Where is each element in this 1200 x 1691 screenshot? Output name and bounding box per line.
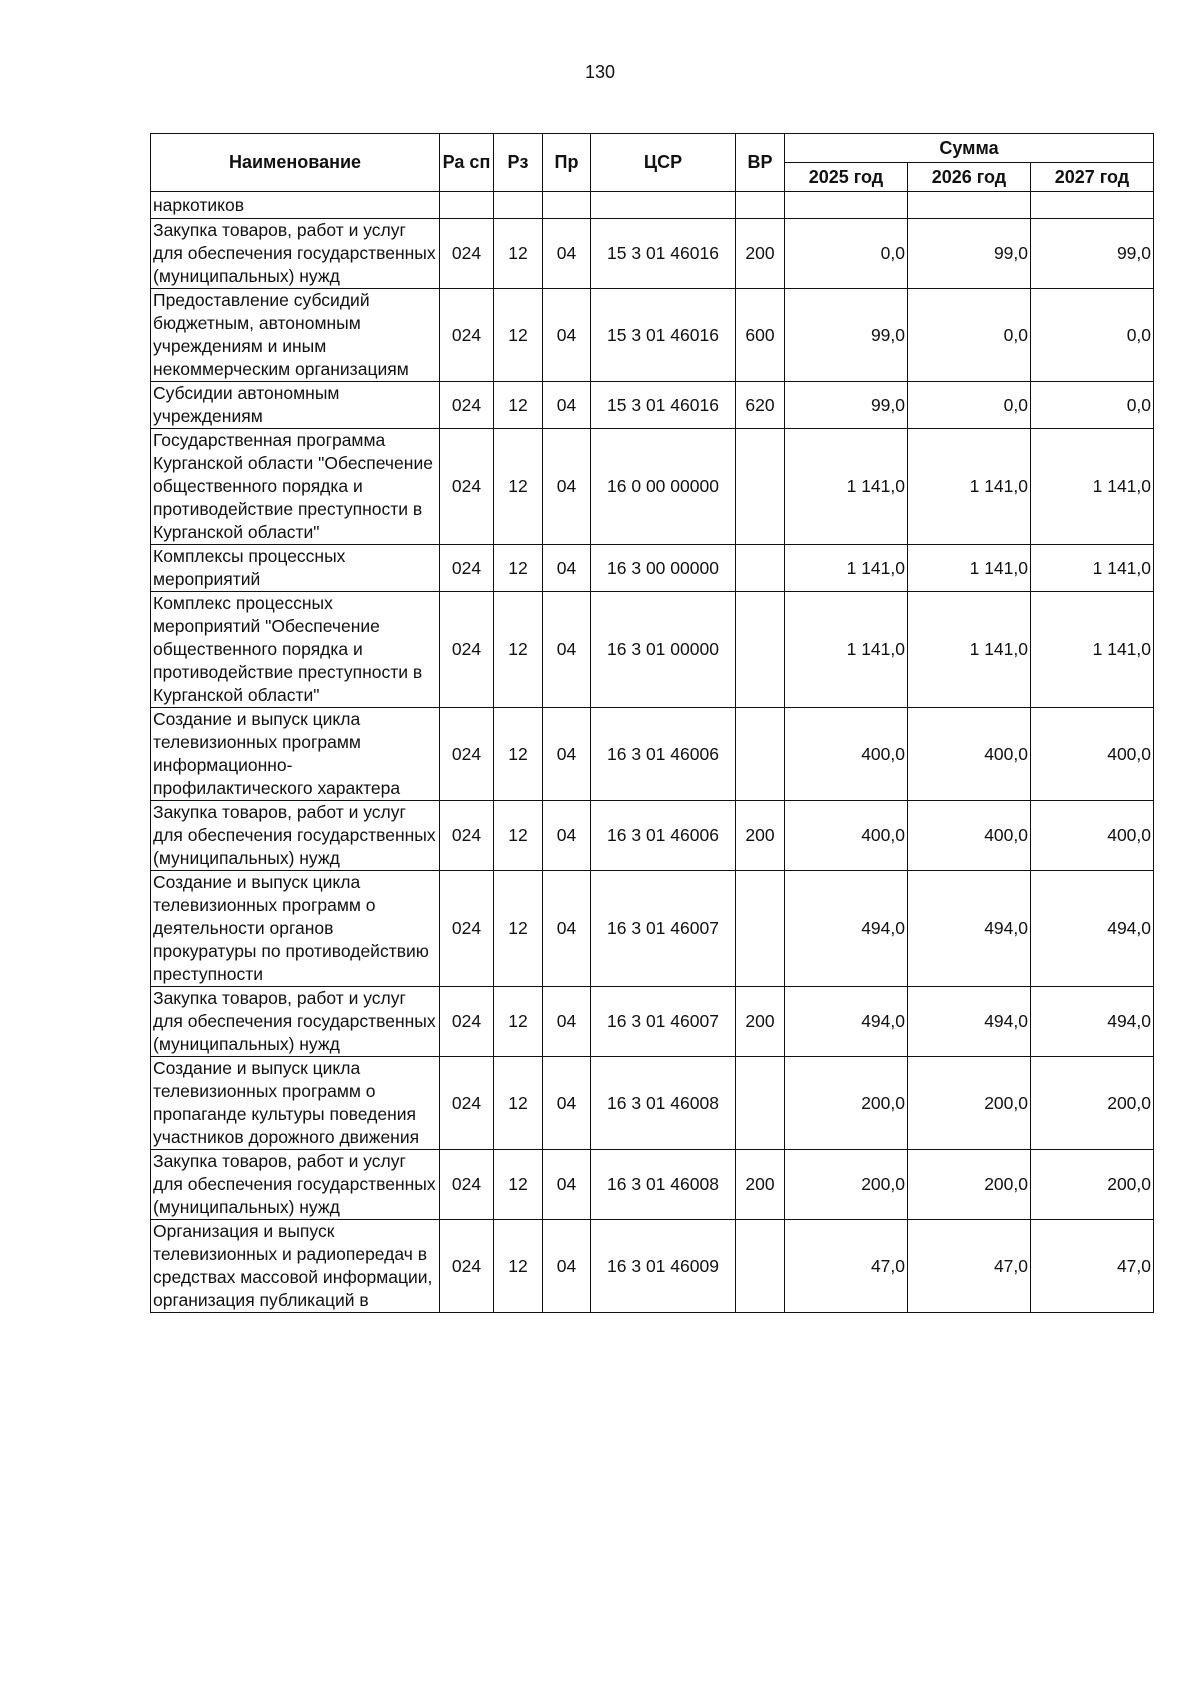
cell-rz: 12: [494, 289, 543, 382]
cell-2027: 0,0: [1031, 289, 1154, 382]
cell-rz: 12: [494, 1220, 543, 1313]
cell-2026: 200,0: [908, 1057, 1031, 1150]
cell-csr: 16 3 00 00000: [591, 545, 736, 592]
cell-2027: 1 141,0: [1031, 429, 1154, 545]
cell-pr: [543, 192, 591, 219]
cell-2026: 400,0: [908, 708, 1031, 801]
cell-pr: 04: [543, 1220, 591, 1313]
table-row: [151, 871, 1154, 987]
cell-rasp: 024: [440, 1220, 494, 1313]
cell-rz: 12: [494, 801, 543, 871]
budget-table: [150, 133, 1154, 1313]
cell-vr: 620: [736, 382, 785, 429]
cell-pr: 04: [543, 987, 591, 1057]
cell-vr: [736, 545, 785, 592]
cell-rz: 12: [494, 987, 543, 1057]
cell-name: Закупка товаров, работ и услуг для обеспечения государственных (муниципальных) нужд: [151, 801, 440, 871]
cell-2025: 200,0: [785, 1150, 908, 1220]
table-row: [151, 801, 1154, 871]
table-row: [151, 429, 1154, 545]
header-pr: Пр: [543, 134, 591, 192]
table-body: [151, 192, 1154, 1313]
cell-vr: [736, 708, 785, 801]
cell-2026: 0,0: [908, 289, 1031, 382]
page-number: 130: [584, 62, 616, 82]
cell-csr: 16 3 01 46006: [591, 708, 736, 801]
cell-pr: 04: [543, 871, 591, 987]
cell-vr: 200: [736, 1150, 785, 1220]
cell-vr: [736, 429, 785, 545]
cell-pr: 04: [543, 219, 591, 289]
cell-rasp: [440, 192, 494, 219]
cell-rasp: 024: [440, 871, 494, 987]
cell-vr: 200: [736, 219, 785, 289]
cell-2026: 47,0: [908, 1220, 1031, 1313]
cell-2027: 400,0: [1031, 708, 1154, 801]
cell-rasp: 024: [440, 429, 494, 545]
cell-rz: 12: [494, 219, 543, 289]
cell-vr: [736, 871, 785, 987]
table-row: [151, 219, 1154, 289]
cell-2025: 1 141,0: [785, 545, 908, 592]
cell-vr: 600: [736, 289, 785, 382]
cell-pr: 04: [543, 1057, 591, 1150]
cell-csr: 16 3 01 46007: [591, 871, 736, 987]
table-row: [151, 192, 1154, 219]
header-rasp: Ра сп: [440, 134, 494, 192]
cell-2025: 494,0: [785, 871, 908, 987]
cell-2025: 494,0: [785, 987, 908, 1057]
cell-csr: 15 3 01 46016: [591, 382, 736, 429]
cell-csr: 16 3 01 46008: [591, 1057, 736, 1150]
cell-2027: 99,0: [1031, 219, 1154, 289]
cell-2027: 494,0: [1031, 987, 1154, 1057]
cell-2025: 400,0: [785, 801, 908, 871]
table-header: [151, 134, 1154, 192]
cell-csr: 16 3 01 46009: [591, 1220, 736, 1313]
cell-csr: 15 3 01 46016: [591, 289, 736, 382]
cell-rz: [494, 192, 543, 219]
table-row: [151, 545, 1154, 592]
cell-pr: 04: [543, 592, 591, 708]
cell-2027: 494,0: [1031, 871, 1154, 987]
cell-2025: 0,0: [785, 219, 908, 289]
cell-rasp: 024: [440, 382, 494, 429]
cell-name: Государственная программа Курганской области "Обеспечение общественного порядка и противодействие преступности в Курганской области": [151, 429, 440, 545]
table-row: [151, 708, 1154, 801]
cell-rz: 12: [494, 871, 543, 987]
cell-csr: 16 3 01 46006: [591, 801, 736, 871]
cell-name: Создание и выпуск цикла телевизионных программ о деятельности органов прокуратуры по противодействию преступности: [151, 871, 440, 987]
header-2025: 2025 год: [785, 163, 908, 192]
cell-2027: 200,0: [1031, 1057, 1154, 1150]
cell-2027: 1 141,0: [1031, 545, 1154, 592]
cell-rasp: 024: [440, 289, 494, 382]
cell-rz: 12: [494, 545, 543, 592]
cell-csr: 16 3 01 46008: [591, 1150, 736, 1220]
cell-2026: 1 141,0: [908, 592, 1031, 708]
cell-2027: 0,0: [1031, 382, 1154, 429]
cell-name: Предоставление субсидий бюджетным, автономным учреждениям и иным некоммерческим организациям: [151, 289, 440, 382]
header-name: Наименование: [151, 134, 440, 192]
cell-2026: 494,0: [908, 987, 1031, 1057]
cell-name: Создание и выпуск цикла телевизионных программ о пропаганде культуры поведения участников дорожного движения: [151, 1057, 440, 1150]
cell-2025: 99,0: [785, 289, 908, 382]
cell-rz: 12: [494, 429, 543, 545]
cell-vr: [736, 1057, 785, 1150]
cell-vr: [736, 192, 785, 219]
header-rz: Рз: [494, 134, 543, 192]
table-row: [151, 1220, 1154, 1313]
cell-rasp: 024: [440, 987, 494, 1057]
header-sum: Сумма: [785, 134, 1154, 163]
cell-name: Субсидии автономным учреждениям: [151, 382, 440, 429]
cell-2027: 47,0: [1031, 1220, 1154, 1313]
cell-rasp: 024: [440, 801, 494, 871]
cell-rasp: 024: [440, 545, 494, 592]
cell-rz: 12: [494, 1057, 543, 1150]
cell-2025: 400,0: [785, 708, 908, 801]
cell-vr: [736, 592, 785, 708]
cell-2026: 99,0: [908, 219, 1031, 289]
cell-vr: [736, 1220, 785, 1313]
cell-pr: 04: [543, 801, 591, 871]
cell-rasp: 024: [440, 219, 494, 289]
cell-2026: 1 141,0: [908, 545, 1031, 592]
cell-vr: 200: [736, 801, 785, 871]
cell-rz: 12: [494, 1150, 543, 1220]
cell-2026: 494,0: [908, 871, 1031, 987]
cell-2026: 200,0: [908, 1150, 1031, 1220]
cell-csr: 16 3 01 00000: [591, 592, 736, 708]
cell-rasp: 024: [440, 1150, 494, 1220]
cell-name: Закупка товаров, работ и услуг для обеспечения государственных (муниципальных) нужд: [151, 987, 440, 1057]
cell-pr: 04: [543, 1150, 591, 1220]
cell-name: Закупка товаров, работ и услуг для обеспечения государственных (муниципальных) нужд: [151, 219, 440, 289]
cell-name: наркотиков: [151, 192, 440, 219]
cell-2027: [1031, 192, 1154, 219]
cell-pr: 04: [543, 708, 591, 801]
cell-2025: 1 141,0: [785, 429, 908, 545]
cell-2025: [785, 192, 908, 219]
cell-csr: 16 3 01 46007: [591, 987, 736, 1057]
table-row: [151, 289, 1154, 382]
header-csr: ЦСР: [591, 134, 736, 192]
header-vr: ВР: [736, 134, 785, 192]
cell-rasp: 024: [440, 708, 494, 801]
table-row: [151, 1057, 1154, 1150]
cell-name: Комплексы процессных мероприятий: [151, 545, 440, 592]
cell-csr: 15 3 01 46016: [591, 219, 736, 289]
cell-rz: 12: [494, 382, 543, 429]
cell-2026: 400,0: [908, 801, 1031, 871]
table-row: [151, 1150, 1154, 1220]
cell-pr: 04: [543, 382, 591, 429]
table-row: [151, 382, 1154, 429]
cell-csr: [591, 192, 736, 219]
cell-2027: 1 141,0: [1031, 592, 1154, 708]
cell-2027: 400,0: [1031, 801, 1154, 871]
cell-name: Закупка товаров, работ и услуг для обеспечения государственных (муниципальных) нужд: [151, 1150, 440, 1220]
cell-2025: 1 141,0: [785, 592, 908, 708]
table-row: [151, 987, 1154, 1057]
cell-2025: 99,0: [785, 382, 908, 429]
cell-2025: 200,0: [785, 1057, 908, 1150]
cell-name: Создание и выпуск цикла телевизионных программ информационно-профилактического характера: [151, 708, 440, 801]
header-2027: 2027 год: [1031, 163, 1154, 192]
cell-csr: 16 0 00 00000: [591, 429, 736, 545]
cell-name: Организация и выпуск телевизионных и радиопередач в средствах массовой информации, организация публикаций в: [151, 1220, 440, 1313]
table-row: [151, 592, 1154, 708]
cell-pr: 04: [543, 289, 591, 382]
cell-rasp: 024: [440, 1057, 494, 1150]
cell-name: Комплекс процессных мероприятий "Обеспечение общественного порядка и противодействие преступности в Курганской области": [151, 592, 440, 708]
cell-rz: 12: [494, 708, 543, 801]
cell-rz: 12: [494, 592, 543, 708]
cell-2026: [908, 192, 1031, 219]
cell-2025: 47,0: [785, 1220, 908, 1313]
cell-2026: 1 141,0: [908, 429, 1031, 545]
cell-2026: 0,0: [908, 382, 1031, 429]
header-2026: 2026 год: [908, 163, 1031, 192]
cell-2027: 200,0: [1031, 1150, 1154, 1220]
cell-pr: 04: [543, 545, 591, 592]
cell-rasp: 024: [440, 592, 494, 708]
cell-pr: 04: [543, 429, 591, 545]
cell-vr: 200: [736, 987, 785, 1057]
